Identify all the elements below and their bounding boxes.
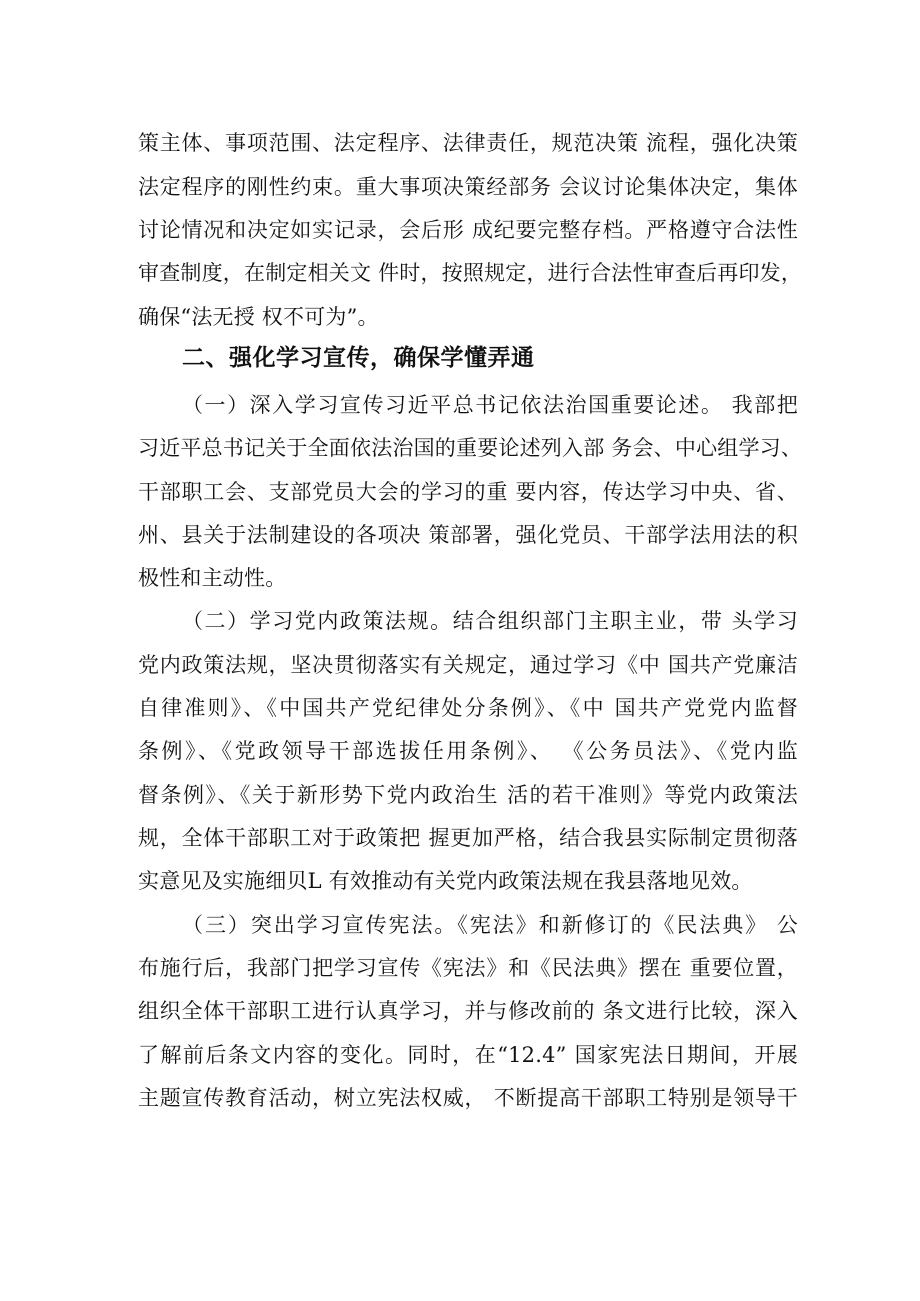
text-line: 审查制度，在制定相关文 件时，按照规定，进行合法性审查后再印发，	[138, 261, 803, 285]
text-line: （三）突出学习宣传宪法。《宪法》和新修订的《民法典》 公	[182, 913, 798, 937]
text-line: （二）学习党内政策法规。结合组织部门主职主业，带 头学习	[182, 609, 798, 633]
text-line: 条例》、《党政领导干部选拔任用条例》、 《公务员法》、《党内监	[138, 739, 798, 763]
text-line: 党内政策法规，坚决贯彻落实有关规定，通过学习《中 国共产党廉洁	[138, 653, 798, 677]
text-line: 策主体、事项范围、法定程序、法律责任，规范决策 流程，强化决策	[138, 131, 798, 155]
text-line: 自律准则》、《中国共产党纪律处分条例》、《中 国共产党党内监督	[138, 696, 798, 720]
text-line: 督条例》、《关于新形势下党内政治生 活的若干准则》等党内政策法	[138, 783, 798, 807]
text-line: 法定程序的刚性约束。重大事项决策经部务 会议讨论集体决定，集体	[138, 175, 798, 199]
text-line: 规，全体干部职工对于政策把 握更加严格，结合我县实际制定贯彻落	[138, 826, 798, 850]
text-line: 布施行后，我部门把学习宣传《宪法》和《民法典》摆在 重要位置，	[138, 956, 798, 980]
text-line: 习近平总书记关于全面依法治国的重要论述列入部 务会、中心组学习、	[138, 436, 803, 460]
text-line: 组织全体干部职工进行认真学习，并与修改前的 条文进行比较，深入	[138, 999, 798, 1023]
text-line: 实意见及实施细贝L 有效推动有关党内政策法规在我县落地见效。	[138, 869, 753, 893]
text-line: 极性和主动性。	[138, 566, 287, 590]
text-line: （一）深入学习宣传习近平总书记依法治国重要论述。 我部把	[182, 393, 798, 417]
text-line: 确保“法无授 权不可为”。	[138, 305, 379, 329]
text-line: 了解前后条文内容的变化。同时，在“12.4” 国家宪法日期间，开展	[138, 1043, 798, 1067]
section-heading: 二、强化学习宣传，确保学懂弄通	[182, 345, 535, 371]
text-line: 讨论情况和决定如实记录，会后形 成纪要完整存档。严格遵守合法性	[138, 218, 798, 242]
text-line: 主题宣传教育活动，树立宪法权威， 不断提高干部职工特别是领导干	[138, 1086, 798, 1110]
text-line: 干部职工会、支部党员大会的学习的重 要内容，传达学习中央、省、	[138, 480, 798, 504]
text-line: 州、县关于法制建设的各项决 策部署，强化党员、干部学法用法的积	[138, 523, 798, 547]
